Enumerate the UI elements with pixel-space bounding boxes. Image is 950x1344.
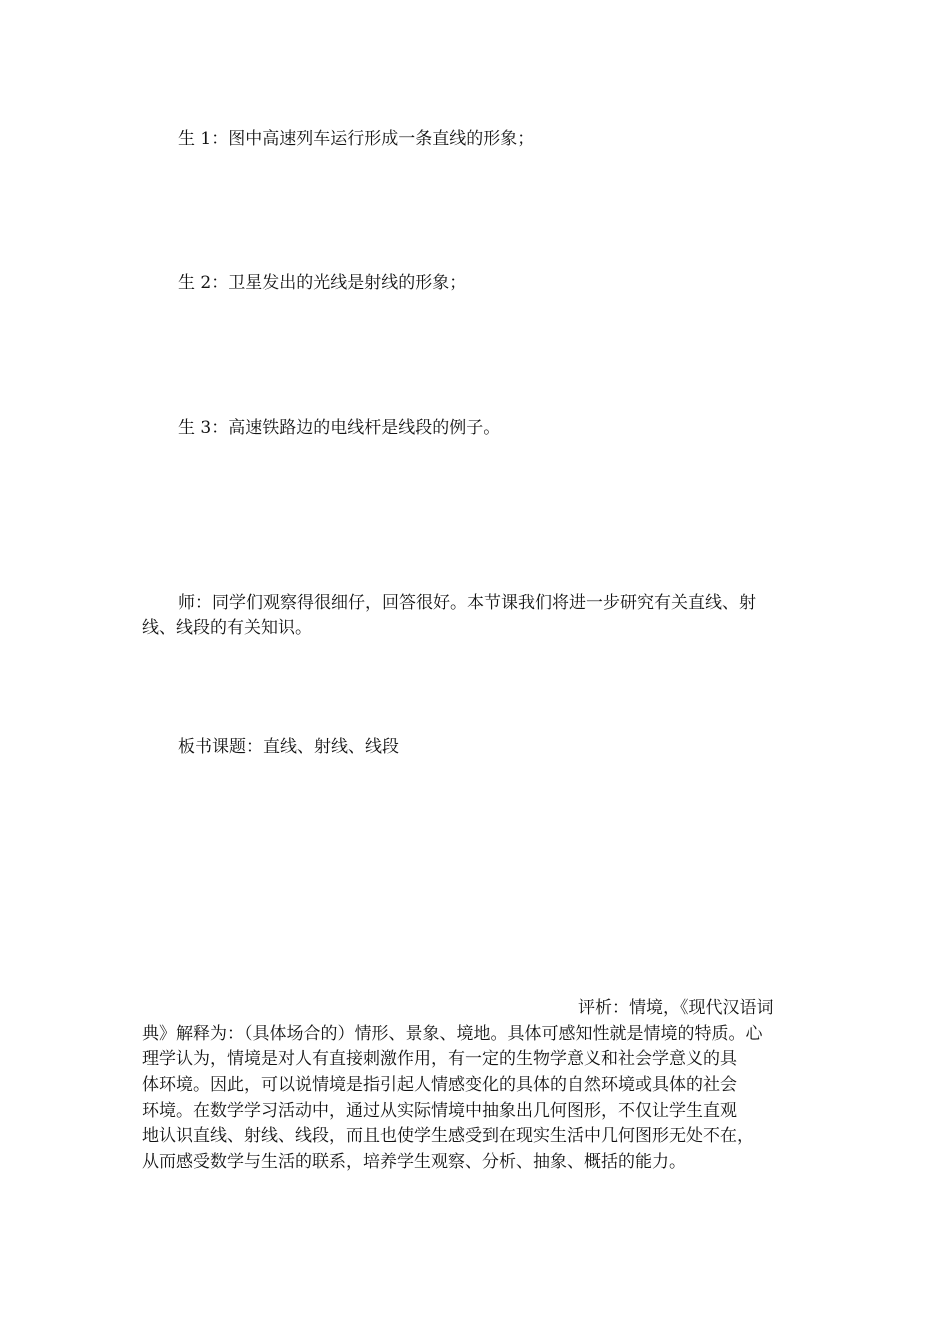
analysis-line-1: 评析：情境，《现代汉语词 bbox=[578, 998, 774, 1018]
teacher-remark-line-1: 师：同学们观察得很细仔，回答很好。本节课我们将进一步研究有关直线、射 bbox=[178, 593, 756, 613]
analysis-line-4: 体环境。因此，可以说情境是指引起人情感变化的具体的自然环境或具体的社会 bbox=[142, 1075, 737, 1095]
teacher-remark-line-2: 线、线段的有关知识。 bbox=[142, 618, 312, 638]
board-title: 板书课题：直线、射线、线段 bbox=[178, 737, 399, 757]
analysis-line-2: 典》解释为：（具体场合的）情形、景象、境地。具体可感知性就是情境的特质。心 bbox=[142, 1024, 763, 1044]
analysis-line-6: 地认识直线、射线、线段，而且也使学生感受到在现实生活中几何图形无处不在， bbox=[142, 1126, 754, 1146]
student-2-line: 生 2：卫星发出的光线是射线的形象； bbox=[178, 273, 467, 293]
student-3-line: 生 3：高速铁路边的电线杆是线段的例子。 bbox=[178, 418, 501, 438]
analysis-line-5: 环境。在数学学习活动中，通过从实际情境中抽象出几何图形，不仅让学生直观 bbox=[142, 1101, 737, 1121]
analysis-line-7: 从而感受数学与生活的联系，培养学生观察、分析、抽象、概括的能力。 bbox=[142, 1152, 686, 1172]
analysis-line-3: 理学认为，情境是对人有直接刺激作用，有一定的生物学意义和社会学意义的具 bbox=[142, 1049, 737, 1069]
student-1-line: 生 1：图中高速列车运行形成一条直线的形象； bbox=[178, 129, 535, 149]
